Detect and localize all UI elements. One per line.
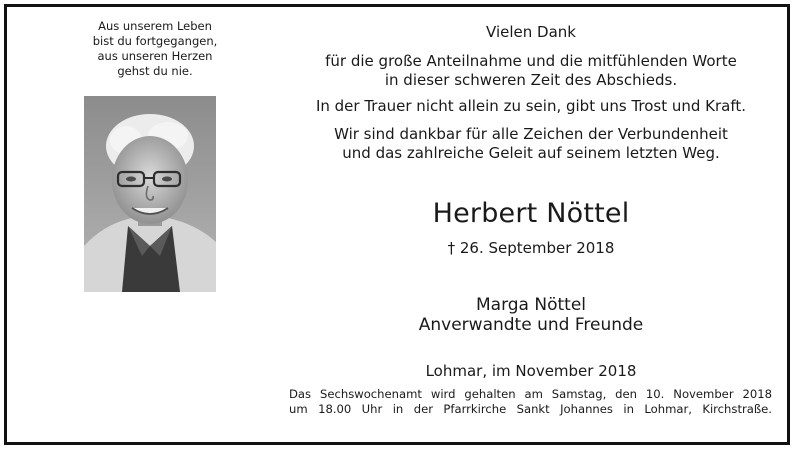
mass-note-line: Das Sechswochenamt wird gehalten am Samstag, den 10. November 2018 bbox=[289, 387, 772, 401]
verse-line: gehst du nie. bbox=[117, 64, 193, 78]
deceased-name: Herbert Nöttel bbox=[432, 198, 630, 229]
death-date: † 26. September 2018 bbox=[447, 239, 615, 257]
mourner-relatives: Anverwandte und Freunde bbox=[418, 315, 644, 335]
thanks-line: und das zahlreiche Geleit auf seinem letzten Weg. bbox=[342, 144, 720, 162]
verse-line: aus unseren Herzen bbox=[97, 49, 213, 63]
memorial-verse bbox=[80, 19, 230, 79]
thanks-line: in dieser schweren Zeit des Abschieds. bbox=[384, 71, 678, 89]
verse-line: bist du fortgegangen, bbox=[92, 34, 218, 48]
portrait-icon bbox=[84, 96, 216, 292]
mourner-name: Marga Nöttel bbox=[475, 295, 587, 315]
place-date: Lohmar, im November 2018 bbox=[425, 362, 637, 380]
portrait-photo bbox=[84, 96, 216, 292]
thanks-line: Wir sind dankbar für alle Zeichen der Verbundenheit bbox=[334, 125, 728, 143]
thanks-line: In der Trauer nicht allein zu sein, gibt uns Trost und Kraft. bbox=[315, 97, 747, 115]
mass-note-line: um 18.00 Uhr in der Pfarrkirche Sankt Johannes in Lohmar, Kirchstraße. bbox=[289, 402, 772, 416]
thanks-line: für die große Anteilnahme und die mitfühlenden Worte bbox=[325, 52, 737, 70]
thanks-heading: Vielen Dank bbox=[486, 23, 576, 41]
mass-announcement bbox=[289, 387, 772, 417]
verse-line: Aus unserem Leben bbox=[98, 19, 212, 33]
